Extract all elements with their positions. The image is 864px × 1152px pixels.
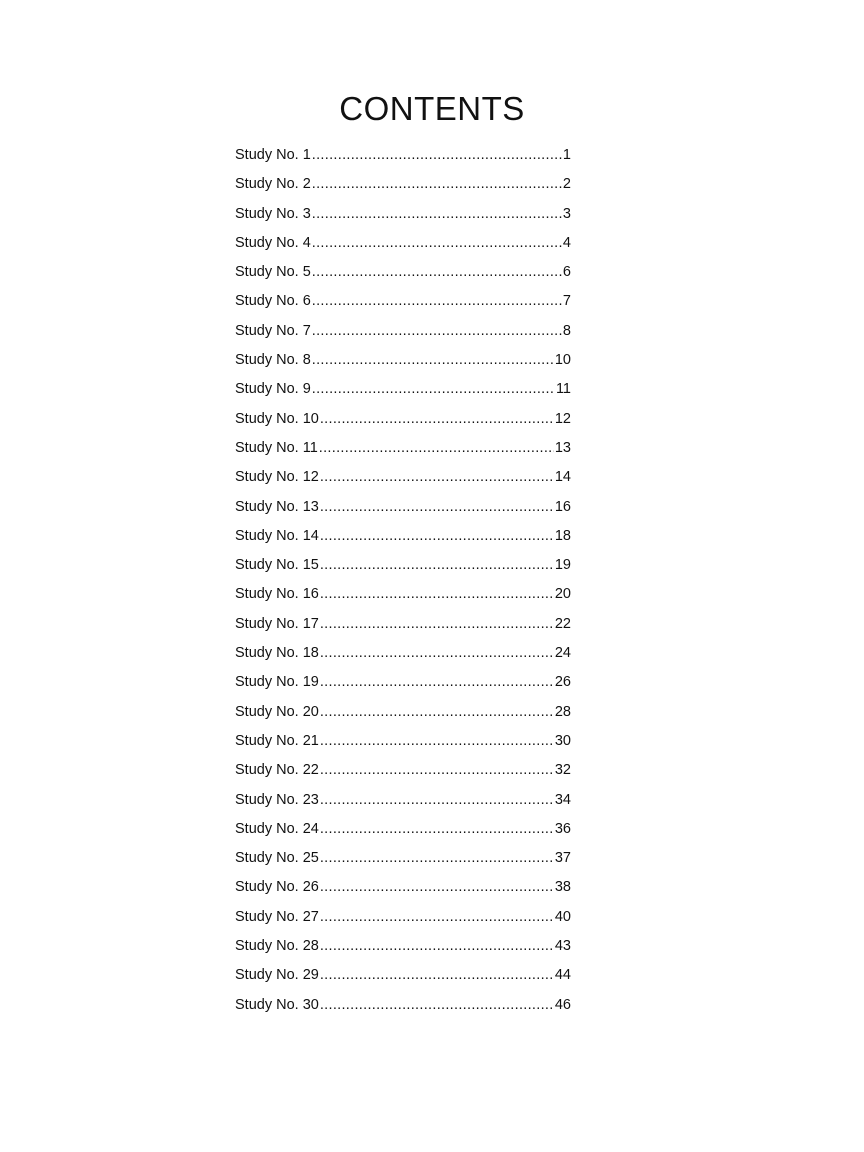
toc-entry[interactable] (235, 668, 571, 697)
toc-entry-label: Study No. 17 (235, 615, 319, 632)
toc-entry[interactable] (235, 991, 571, 1020)
dot-leader (319, 434, 554, 463)
toc-entry[interactable] (235, 522, 571, 551)
toc-entry[interactable] (235, 815, 571, 844)
dot-leader (312, 200, 562, 229)
toc-entry-page-number: 26 (554, 674, 571, 691)
dot-leader (320, 991, 554, 1020)
toc-entry-label: Study No. 25 (235, 850, 319, 867)
toc-entry[interactable] (235, 434, 571, 463)
dot-leader (312, 346, 554, 375)
dot-leader (320, 756, 554, 785)
dot-leader (320, 698, 554, 727)
toc-entry[interactable] (235, 493, 571, 522)
toc-entry-page-number: 8 (562, 322, 571, 339)
toc-entry-label: Study No. 27 (235, 908, 319, 925)
toc-entry-label: Study No. 8 (235, 352, 311, 369)
dot-leader (320, 727, 554, 756)
dot-leader (312, 375, 555, 404)
dot-leader (320, 844, 554, 873)
dot-leader (320, 932, 554, 961)
dot-leader (320, 873, 554, 902)
dot-leader (320, 405, 554, 434)
dot-leader (320, 551, 554, 580)
toc-entry-page-number: 44 (554, 967, 571, 984)
toc-entry-page-number: 1 (562, 147, 571, 163)
toc-entry-label: Study No. 24 (235, 820, 319, 837)
toc-entry-label: Study No. 26 (235, 879, 319, 896)
toc-entry[interactable] (235, 756, 571, 785)
toc-entry-label: Study No. 19 (235, 674, 319, 691)
toc-entry-page-number: 24 (554, 645, 571, 662)
toc-entry[interactable] (235, 932, 571, 961)
toc-entry-label: Study No. 16 (235, 586, 319, 603)
toc-entry-label: Study No. 3 (235, 205, 311, 222)
dot-leader (320, 815, 554, 844)
toc-entry-label: Study No. 13 (235, 498, 319, 515)
toc-entry-page-number: 32 (554, 762, 571, 779)
dot-leader (312, 170, 562, 199)
toc-entry-page-number: 2 (562, 176, 571, 193)
toc-entry[interactable] (235, 961, 571, 990)
toc-entry-page-number: 38 (554, 879, 571, 896)
toc-entry[interactable] (235, 375, 571, 404)
toc-entry-page-number: 30 (554, 732, 571, 749)
table-of-contents (235, 141, 571, 1020)
toc-entry[interactable] (235, 287, 571, 316)
toc-entry[interactable] (235, 229, 571, 258)
toc-entry-label: Study No. 11 (235, 439, 318, 456)
toc-entry-label: Study No. 30 (235, 996, 319, 1013)
toc-entry-page-number: 19 (554, 557, 571, 574)
toc-entry-label: Study No. 18 (235, 645, 319, 662)
dot-leader (312, 258, 562, 287)
toc-entry-page-number: 46 (554, 996, 571, 1013)
toc-entry-page-number: 14 (554, 469, 571, 486)
toc-entry-label: Study No. 1 (235, 147, 311, 163)
dot-leader (320, 903, 554, 932)
toc-entry-page-number: 12 (554, 410, 571, 427)
dot-leader (312, 317, 562, 346)
toc-entry[interactable] (235, 698, 571, 727)
dot-leader (320, 493, 554, 522)
toc-entry[interactable] (235, 141, 571, 170)
toc-entry-page-number: 3 (562, 205, 571, 222)
toc-entry-label: Study No. 14 (235, 527, 319, 544)
toc-entry[interactable] (235, 903, 571, 932)
dot-leader (320, 639, 554, 668)
toc-entry-page-number: 13 (554, 439, 571, 456)
toc-entry[interactable] (235, 200, 571, 229)
toc-entry-page-number: 22 (554, 615, 571, 632)
toc-entry[interactable] (235, 405, 571, 434)
toc-entry-label: Study No. 20 (235, 703, 319, 720)
toc-entry[interactable] (235, 786, 571, 815)
toc-entry[interactable] (235, 551, 571, 580)
toc-entry[interactable] (235, 346, 571, 375)
toc-entry-label: Study No. 4 (235, 234, 311, 251)
page-title: CONTENTS (339, 90, 525, 127)
toc-entry-page-number: 16 (554, 498, 571, 515)
dot-leader (312, 287, 562, 316)
toc-entry-label: Study No. 9 (235, 381, 311, 398)
toc-entry[interactable] (235, 258, 571, 287)
toc-entry-page-number: 34 (554, 791, 571, 808)
toc-entry-label: Study No. 28 (235, 938, 319, 955)
toc-entry-page-number: 20 (554, 586, 571, 603)
dot-leader (320, 786, 554, 815)
toc-entry-page-number: 6 (562, 264, 571, 281)
toc-entry[interactable] (235, 463, 571, 492)
toc-entry[interactable] (235, 639, 571, 668)
toc-entry-label: Study No. 15 (235, 557, 319, 574)
dot-leader (320, 580, 554, 609)
toc-entry-label: Study No. 2 (235, 176, 311, 193)
toc-entry[interactable] (235, 844, 571, 873)
toc-entry-page-number: 37 (554, 850, 571, 867)
toc-entry-label: Study No. 21 (235, 732, 319, 749)
toc-entry-label: Study No. 23 (235, 791, 319, 808)
toc-entry-page-number: 43 (554, 938, 571, 955)
toc-entry-page-number: 36 (554, 820, 571, 837)
dot-leader (320, 522, 554, 551)
toc-entry[interactable] (235, 317, 571, 346)
dot-leader (320, 610, 554, 639)
dot-leader (312, 229, 562, 258)
toc-entry-label: Study No. 6 (235, 293, 311, 310)
toc-entry-label: Study No. 5 (235, 264, 311, 281)
toc-entry[interactable] (235, 580, 571, 609)
dot-leader (320, 463, 554, 492)
toc-entry[interactable] (235, 610, 571, 639)
toc-entry-page-number: 10 (554, 352, 571, 369)
toc-entry[interactable] (235, 727, 571, 756)
toc-entry-page-number: 40 (554, 908, 571, 925)
toc-entry-page-number: 28 (554, 703, 571, 720)
toc-entry-page-number: 18 (554, 527, 571, 544)
dot-leader (320, 668, 554, 697)
toc-entry-label: Study No. 7 (235, 322, 311, 339)
dot-leader (320, 961, 554, 990)
toc-entry-label: Study No. 29 (235, 967, 319, 984)
toc-entry[interactable] (235, 873, 571, 902)
toc-entry-page-number: 7 (562, 293, 571, 310)
toc-entry-page-number: 4 (562, 234, 571, 251)
toc-entry-label: Study No. 10 (235, 410, 319, 427)
toc-entry-label: Study No. 12 (235, 469, 319, 486)
toc-entry-label: Study No. 22 (235, 762, 319, 779)
dot-leader (312, 141, 562, 170)
toc-entry-page-number: 11 (555, 381, 571, 398)
toc-entry[interactable] (235, 170, 571, 199)
